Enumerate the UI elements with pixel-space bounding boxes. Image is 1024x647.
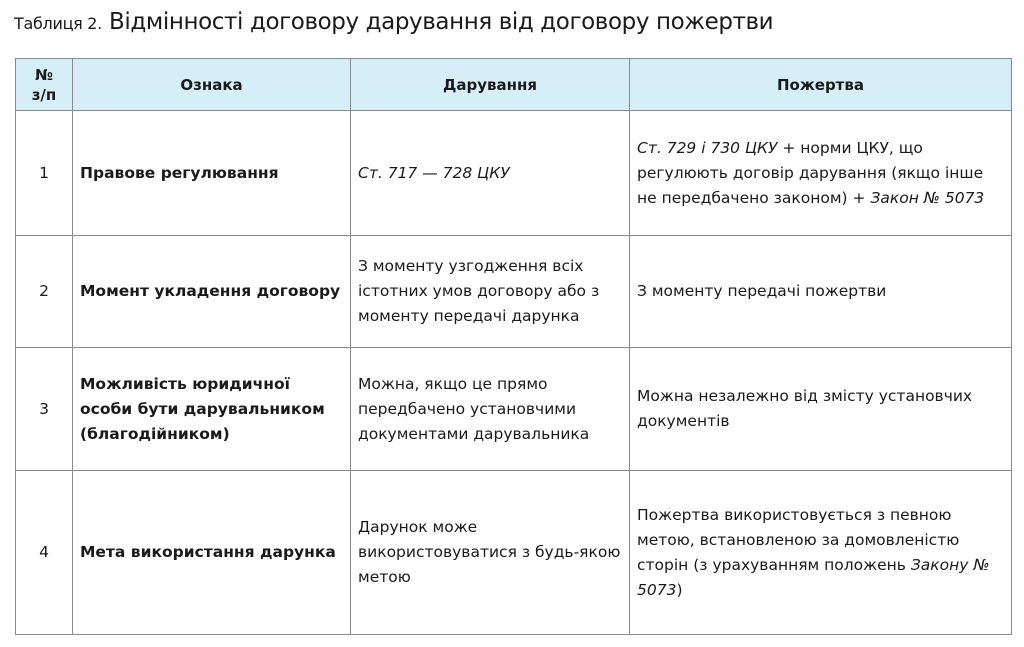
row-donation: Ст. 729 і 730 ЦКУ + норми ЦКУ, що регулюють договір дарування (якщо інше не передбачено законом) + Закон № 5073 bbox=[630, 111, 1012, 236]
caption-prefix: Таблиця 2. bbox=[14, 14, 102, 33]
table-row bbox=[16, 471, 1012, 635]
header-row bbox=[16, 59, 1012, 111]
comparison-table bbox=[15, 58, 1012, 635]
caption-title: Відмінності договору дарування від договору пожертви bbox=[109, 9, 774, 35]
table-caption bbox=[14, 9, 773, 43]
row-gift: З моменту узгодження всіх істотних умов договору або з моменту передачі дарунка bbox=[351, 236, 630, 348]
row-donation: Пожертва використовується з певною метою, встановленою за домовленістю сторін (з урахуванням положень Закону № 5073) bbox=[630, 471, 1012, 635]
row-number: 2 bbox=[16, 236, 73, 348]
row-gift: Можна, якщо це прямо передбачено установчими документами дарувальника bbox=[351, 348, 630, 471]
header-gift: Дарування bbox=[351, 59, 630, 111]
row-number: 1 bbox=[16, 111, 73, 236]
row-gift: Дарунок може використовуватися з будь-якою метою bbox=[351, 471, 630, 635]
row-number: 4 bbox=[16, 471, 73, 635]
header-donation: Пожертва bbox=[630, 59, 1012, 111]
row-number: 3 bbox=[16, 348, 73, 471]
table-row bbox=[16, 236, 1012, 348]
row-donation: З моменту передачі пожертви bbox=[630, 236, 1012, 348]
table-row bbox=[16, 348, 1012, 471]
row-gift: Ст. 717 — 728 ЦКУ bbox=[351, 111, 630, 236]
row-feature: Правове регулювання bbox=[73, 111, 351, 236]
row-feature: Момент укладення договору bbox=[73, 236, 351, 348]
row-feature: Мета використання дарунка bbox=[73, 471, 351, 635]
row-donation: Можна незалежно від змісту установчих документів bbox=[630, 348, 1012, 471]
header-number: № з/п bbox=[16, 59, 73, 111]
header-feature: Ознака bbox=[73, 59, 351, 111]
row-feature: Можливість юридичної особи бути дарувальником (благодійником) bbox=[73, 348, 351, 471]
table-row bbox=[16, 111, 1012, 236]
